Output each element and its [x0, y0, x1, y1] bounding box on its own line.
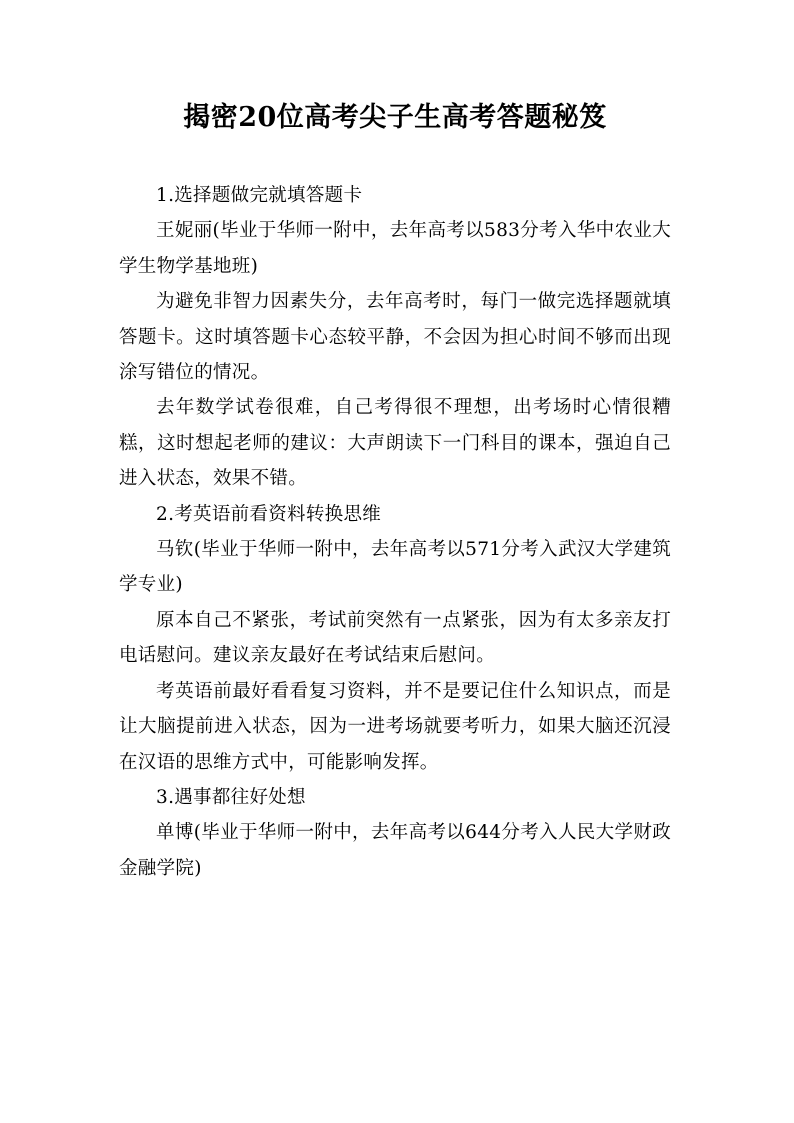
- page-title: 揭密20位高考尖子生高考答题秘笈: [183, 102, 607, 133]
- section-heading-1: 1.选择题做完就填答题卡: [156, 185, 363, 206]
- student-intro-paragraph: 马钦(毕业于华师一附中，去年高考以571分考入武汉大学建筑学专业): [119, 539, 671, 596]
- section-heading-2: 2.考英语前看资料转换思维: [156, 503, 382, 525]
- document-body: [119, 178, 671, 886]
- body-paragraph: 去年数学试卷很难，自己考得很不理想，出考场时心情很糟糕，这时想起老师的建议：大声朗读下一门科目的课本，强迫自己进入状态，效果不错。: [119, 397, 671, 490]
- student-intro-paragraph: 单博(毕业于华师一附中，去年高考以644分考入人民大学财政金融学院): [119, 822, 671, 879]
- body-paragraph: 考英语前最好看看复习资料，并不是要记住什么知识点，而是让大脑提前进入状态，因为一进考场就要考听力，如果大脑还沉浸在汉语的思维方式中，可能影响发挥。: [119, 680, 671, 773]
- student-intro-paragraph: 王妮丽(毕业于华师一附中，去年高考以583分考入华中农业大学生物学基地班): [119, 220, 671, 277]
- body-paragraph: 原本自己不紧张，考试前突然有一点紧张，因为有太多亲友打电话慰问。建议亲友最好在考试结束后慰问。: [119, 609, 671, 667]
- body-paragraph: 为避免非智力因素失分，去年高考时，每门一做完选择题就填答题卡。这时填答题卡心态较平静，不会因为担心时间不够而出现涂写错位的情况。: [119, 291, 671, 384]
- section-heading-3: 3.遇事都往好处想: [156, 786, 306, 808]
